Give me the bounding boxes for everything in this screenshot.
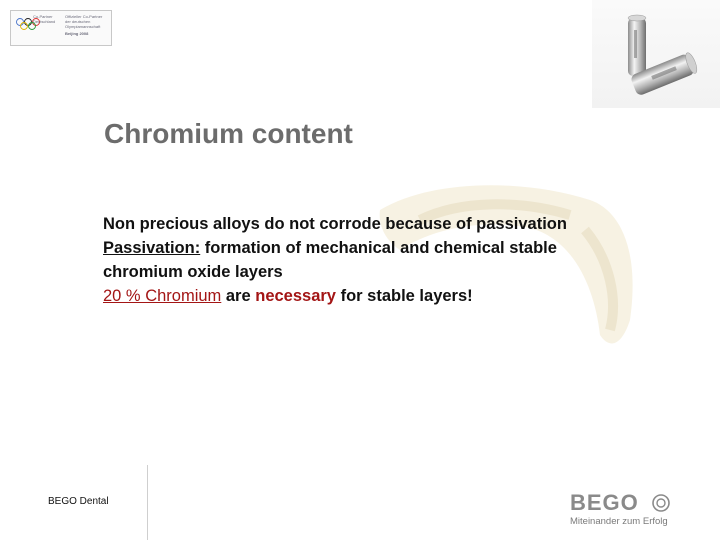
body-text xyxy=(103,212,623,308)
alloy-ingots-image xyxy=(592,0,720,108)
footer-company: BEGO Dental xyxy=(48,496,109,507)
bego-tagline: Miteinander zum Erfolg xyxy=(570,516,668,527)
sponsor-line: Co-Partner xyxy=(33,14,53,19)
passivation-label: Passivation: xyxy=(103,239,201,257)
sponsor-line: Deutschland xyxy=(33,19,56,24)
necessary-emphasis: necessary xyxy=(255,287,336,305)
sponsor-line: der deutschen xyxy=(65,19,91,24)
sponsor-logo xyxy=(10,10,112,46)
sponsor-line: Offizieller Co-Partner xyxy=(65,14,103,19)
chromium-percentage: 20 % Chromium xyxy=(103,287,222,305)
body-line-2 xyxy=(103,236,623,284)
are-text: are xyxy=(221,287,256,305)
body-line-3 xyxy=(103,284,623,308)
registered-mark-icon xyxy=(652,494,670,512)
product-image xyxy=(592,0,720,108)
tail-text: for stable layers! xyxy=(336,287,473,305)
bego-logo xyxy=(568,490,698,530)
slide-title: Chromium content xyxy=(104,118,353,149)
body-line-1: Non precious alloys do not corrode because of passivation xyxy=(103,215,567,233)
sponsor-line: Olympiamannschaft xyxy=(65,24,101,29)
bego-wordmark: BEGO xyxy=(570,490,639,515)
footer-divider xyxy=(147,465,148,540)
sponsor-event: Beijing 2008 xyxy=(65,31,89,36)
passivation-text: formation of mechanical and chemical stable chromium oxide layers xyxy=(103,239,557,281)
